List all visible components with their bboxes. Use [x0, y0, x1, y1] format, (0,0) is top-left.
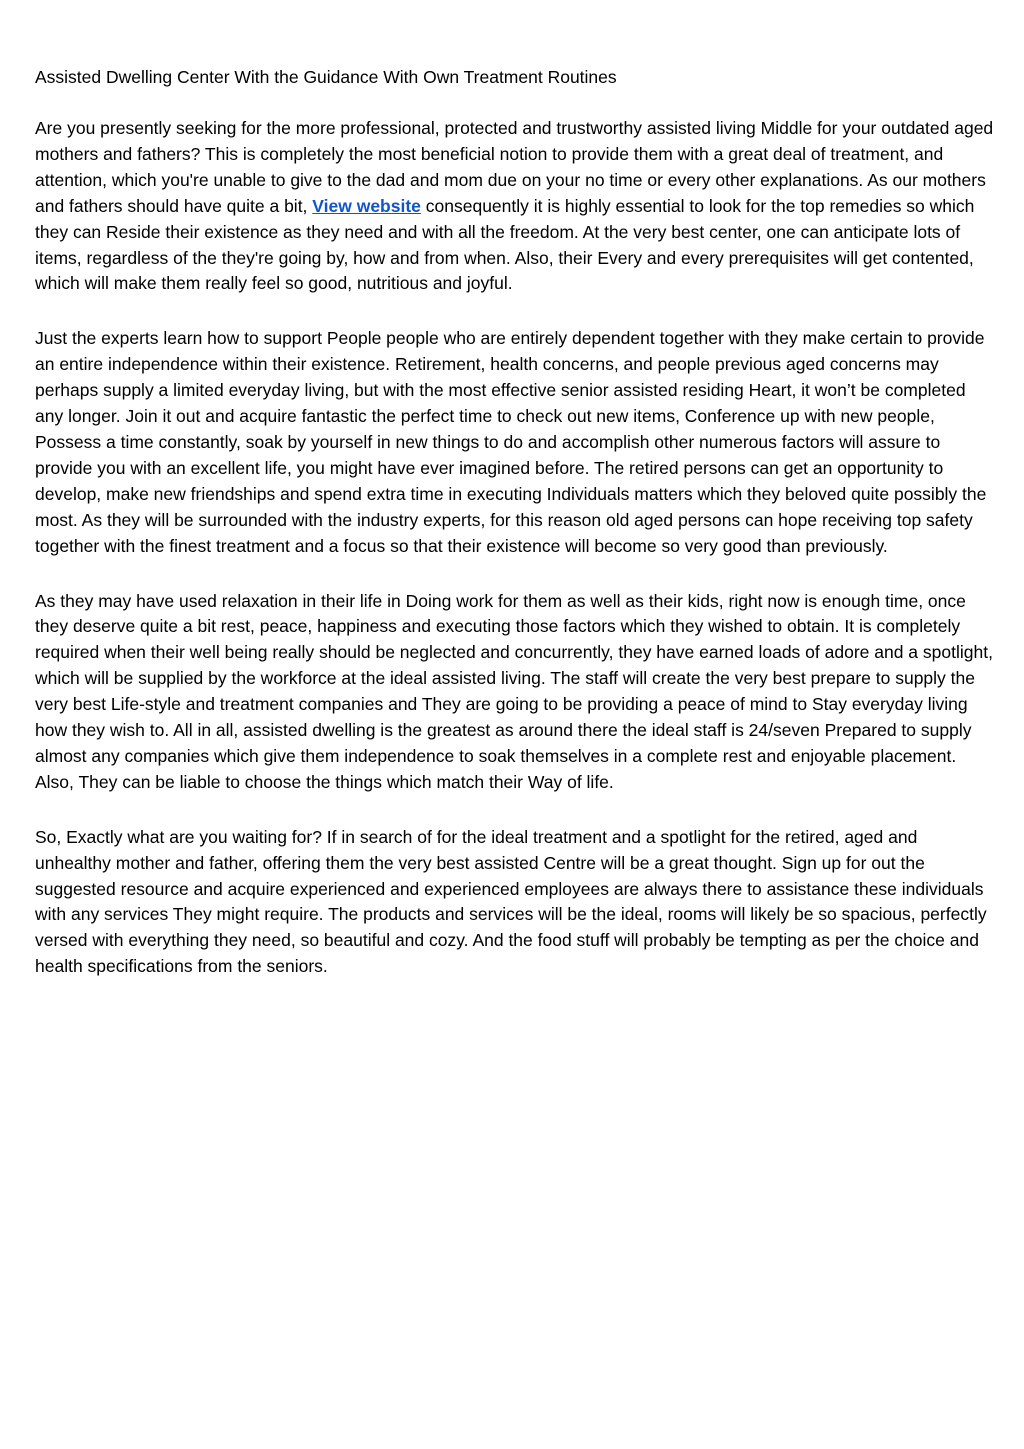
- paragraph-1: [35, 116, 995, 297]
- document-title: Assisted Dwelling Center With the Guidance With Own Treatment Routines: [35, 67, 617, 87]
- paragraph-4: So, Exactly what are you waiting for? If in search of for the ideal treatment and a spotlight for the retired, aged and unhealthy mother and father, offering them the very best assisted Centre will be a great thought. Sign up for out the suggested resource and acquire experienced and experienced employees are always there to assistance these individuals with any services They might require. The products and services will be the ideal, rooms will likely be so spacious, perfectly versed with everything they need, so beautiful and cozy. And the food stuff will probably be tempting as per the choice and health specifications from the seniors.: [35, 826, 987, 977]
- paragraph-3: As they may have used relaxation in their life in Doing work for them as well as their kids, right now is enough time, once they deserve quite a bit rest, peace, happiness and executing those factors which they wished to obtain. It is completely required when their well being really should be neglected and concurrently, they have earned loads of adore and a spotlight, which will be supplied by the workforce at the ideal assisted living. The staff will create the very best prepare to supply the very best Life-style and treatment companies and They are going to be providing a peace of mind to Stay everyday living how they wish to. All in all, assisted dwelling is the greatest as around there the ideal staff is 24/seven Prepared to supply almost any companies which give them independence to soak themselves in a complete rest and enjoyable placement. Also, They can be liable to choose the things which match their Way of life.: [35, 590, 993, 792]
- paragraph-1-text-after-link: consequently it is highly essential to look for the top remedies so which they can Reside their existence as they need and with all the freedom. At the very best center, one can anticipate lots of items, regardless of the they're going by, how and from when. Also, their Every and every prerequisites will get contented, which will make them really feel so good, nutritious and joyful.: [35, 195, 975, 294]
- paragraph-1-text-before-link: Are you presently seeking for the more professional, protected and trustworthy assisted living Middle for your outdated aged mothers and fathers? This is completely the most beneficial notion to provide them with a great deal of treatment, and attention, which you're unable to give to the dad and mom due on your no time or every other explanations. As our mothers and fathers should have quite a bit,: [35, 118, 994, 216]
- paragraph-2: Just the experts learn how to support People people who are entirely dependent together with they make certain to provide an entire independence within their existence. Retirement, health concerns, and people previous aged concerns may perhaps supply a limited everyday living, but with the most effective senior assisted residing Heart, it won’t be completed any longer. Join it out and acquire fantastic the perfect time to check out new items, Conference up with new people, Possess a time constantly, soak by yourself in new things to do and accomplish other numerous factors will assure to provide you with an excellent life, you might have ever imagined before. The retired persons can get an opportunity to develop, make new friendships and spend extra time in executing Individuals matters which they beloved quite possibly the most. As they will be surrounded with the industry experts, for this reason old aged persons can hope receiving top safety together with the finest treatment and a focus so that their existence will become so very good than previously.: [35, 328, 987, 556]
- document-page: [35, 64, 995, 1009]
- view-website-link[interactable]: View website: [312, 195, 421, 216]
